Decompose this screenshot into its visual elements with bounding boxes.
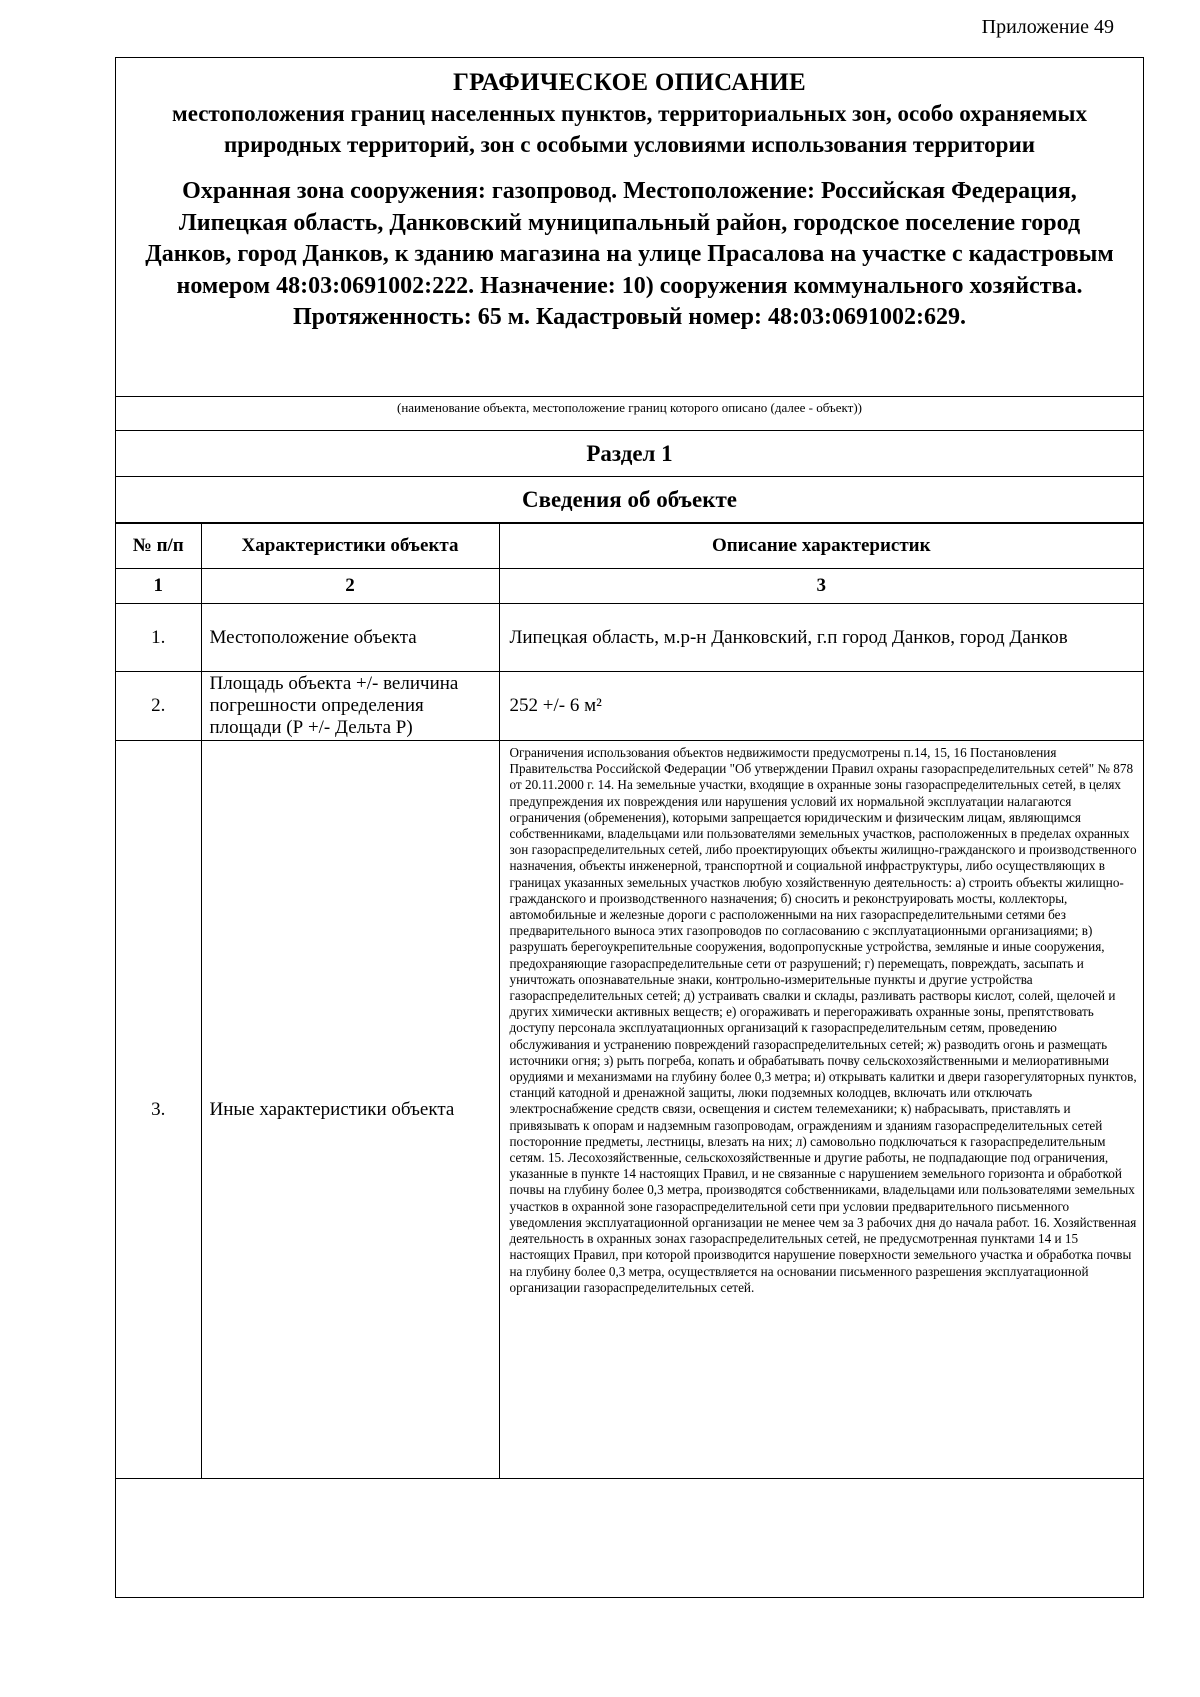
row-number: 2. [116,672,201,741]
object-name: Охранная зона сооружения: газопровод. Местоположение: Российская Федерация, Липецкая область, Данковский муниципальный район, городское поселение город Данков, город Данков, к зданию магазина на улице Прасалова на участке с кадастровым номером 48:03:0691002:222. Назначение: 10) сооружения коммунального хозяйства. Протяженность: 65 м. Кадастровый номер: 48:03:0691002:629. [145,178,1114,330]
section-title: Раздел 1 [116,431,1143,477]
table-row [116,604,1143,672]
appendix-label: Приложение 49 [981,16,1114,38]
row-number: 3. [116,741,201,1479]
object-info-table [116,523,1143,1479]
row-description: Ограничения использования объектов недвижимости предусмотрены п.14, 15, 16 Постановления Правительства Российской Федерации "Об утверждении Правил охраны газораспределительных сетей" № 878 от 20.11.2000 г. 14. На земельные участки, входящие в охранные зоны газораспределительных сетей, в целях предупреждения их повреждения или нарушения условий их нормальной эксплуатации налагаются ограничения (обременения), которыми запрещается юридическим и физическим лицам, являющимся собственниками, владельцами или пользователями земельных участков, расположенных в пределах охранных зон газораспределительных сетей, либо проектирующих объекты жилищно-гражданского и производственного назначения, объекты инженерной, транспортной и социальной инфраструктуры, либо осуществляющих в границах указанных земельных участков любую хозяйственную деятельность: а) строить объекты жилищно-гражданского и производственного назначения; б) сносить и реконструировать мосты, коллекторы, автомобильные и железные дороги с расположенными на них газораспределительными сетями без предварительного выноса этих газопроводов по согласованию с эксплуатационными организациями; в) разрушать берегоукрепительные сооружения, водопропускные устройства, земляные и иные сооружения, предохраняющие газораспределительные сети от разрушений; г) перемещать, повреждать, засыпать и уничтожать опознавательные знаки, контрольно-измерительные пункты и другие устройства газораспределительных сетей; д) устраивать свалки и склады, разливать растворы кислот, солей, щелочей и других химически активных веществ; е) огораживать и перегораживать охранные зоны, препятствовать доступу персонала эксплуатационных организаций к газораспределительным сетям, проведению обслуживания и устранению повреждений газораспределительных сетей; ж) разводить огонь и размещать источники огня; з) рыть погреба, копать и обрабатывать почву сельскохозяйственными и мелиоративными орудиями и механизмами на глубину более 0,3 метра; и) открывать калитки и двери газорегуляторных пунктов, станций катодной и дренажной защиты, люки подземных колодцев, включать или отключать электроснабжение средств связи, освещения и систем телемеханики; к) набрасывать, приставлять и привязывать к опорам и надземным газопроводам, ограждениям и зданиям газораспределительных сетей посторонние предметы, лестницы, влезать на них; л) самовольно подключаться к газораспределительным сетям. 15. Лесохозяйственные, сельскохозяйственные и другие работы, не подпадающие под ограничения, указанные в пункте 14 настоящих Правил, и не связанные с нарушением земельного горизонта и обработкой почвы на глубину более 0,3 метра, производятся собственниками, владельцами или пользователями земельных участков в охранной зоне газораспределительной сети при условии предварительного письменного уведомления эксплуатационной организации не менее чем за 3 рабочих дня до начала работ. 16. Хозяйственная деятельность в охранных зонах газораспределительных сетей, не предусмотренная пунктами 14 и 15 настоящих Правил, при которой производится нарушение поверхности земельного участка и обработка почвы на глубину более 0,3 метра, осуществляется на основании письменного разрешения эксплуатационной организации газораспределительных сетей. [499,741,1143,1479]
document-frame [115,57,1144,1598]
empty-area [116,1529,1143,1597]
column-number-cell: 1 [116,569,201,604]
row-characteristic: Иные характеристики объекта [201,741,499,1479]
table-header-row [116,524,1143,569]
table-column-numbers-row [116,569,1143,604]
row-characteristic: Местоположение объекта [201,604,499,672]
row-description: Липецкая область, м.р-н Данковский, г.п город Данков, город Данков [499,604,1143,672]
document-subtitle: местоположения границ населенных пунктов, территориальных зон, особо охраняемых природных территорий, зон с особыми условиями использования территории [172,101,1087,157]
table-header-cell: Характеристики объекта [201,524,499,569]
table-row [116,741,1143,1479]
row-description: 252 +/- 6 м² [499,672,1143,741]
column-number-cell: 2 [201,569,499,604]
object-caption: (наименование объекта, местоположение границ которого описано (далее - объект)) [116,396,1143,431]
column-number-cell: 3 [499,569,1143,604]
table-header-cell: № п/п [116,524,201,569]
table-header-cell: Описание характеристик [499,524,1143,569]
row-characteristic: Площадь объекта +/- величина погрешности определения площади (Р +/- Дельта Р) [201,672,499,741]
document-header [116,58,1143,396]
section-subtitle: Сведения об объекте [116,477,1143,523]
row-number: 1. [116,604,201,672]
table-row [116,672,1143,741]
document-title: ГРАФИЧЕСКОЕ ОПИСАНИЕ [452,69,807,96]
